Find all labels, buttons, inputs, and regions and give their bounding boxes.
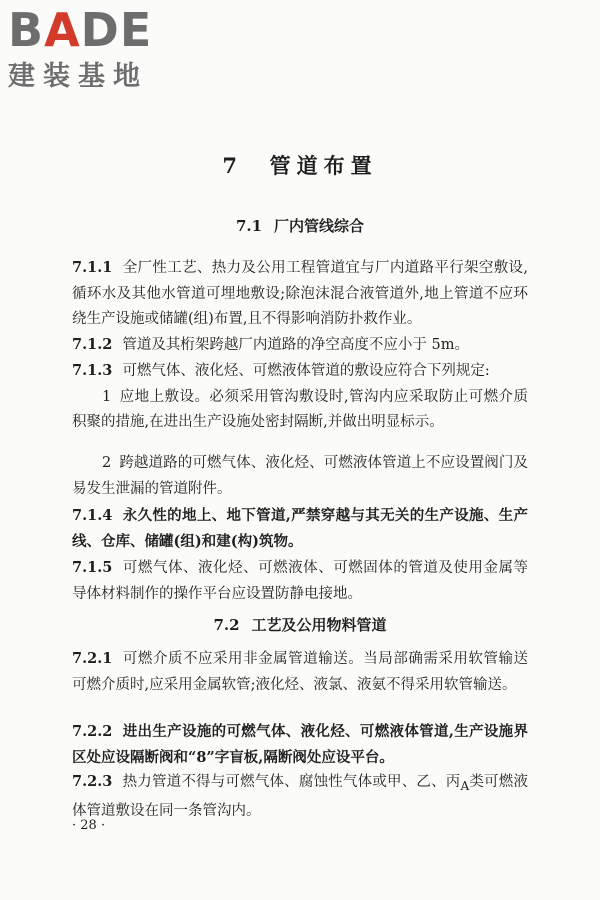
clause-item: 1 应地上敷设。必须采用管沟敷设时,管沟内应采取防止可燃介质积聚的措施,在进出生产设施处密封隔断,并做出明显标示。	[72, 388, 528, 430]
clause-7-2-3: 7.2.3 热力管道不得与可燃气体、腐蚀性气体或甲、乙、丙$_A$类可燃液体管道敷设在同一条管沟内。	[72, 773, 529, 820]
section-title: 7.2 工艺及公用物料管道	[213, 616, 387, 634]
clause-7-1-4: 7.1.4 永久性的地上、地下管道,严禁穿越与其无关的生产设施、生产线、仓库、储罐(组)和建(构)筑物。	[72, 507, 528, 550]
clause-7-1-2: 7.1.2 管道及其桁架跨越厂内道路的净空高度不应小于 5m。	[72, 336, 469, 353]
page-number: · 28 ·	[72, 818, 106, 833]
chapter-title	[0, 150, 600, 180]
logo-subtitle: 建装基地	[8, 61, 148, 92]
clause-7-2-1: 7.2.1 可燃介质不应采用非金属管道输送。当局部确需采用软管输送可燃介质时,应采用金属软管;液化烃、液氯、液氨不得采用软管输送。	[72, 650, 528, 693]
chapter-number: 7	[222, 153, 243, 178]
clause-7-2-2: 7.2.2 进出生产设施的可燃气体、液化烃、可燃液体管道,生产设施界区处应设隔断阀和“8”字盲板,隔断阀处应设平台。	[72, 723, 528, 766]
clause-7-1-5: 7.1.5 可燃气体、液化烃、可燃液体、可燃固体的管道及使用金属等导体材料制作的操作平台应设置防静电接地。	[72, 559, 528, 602]
clause-7-1-3-item-2: 2 跨越道路的可燃气体、液化烃、可燃液体管道上不应设置阀门及易发生泄漏的管道附件。	[72, 455, 528, 497]
bade-logo	[8, 3, 153, 92]
section-title: 7.1 厂内管线综合	[235, 217, 365, 235]
logo-wordmark: BADE	[8, 3, 153, 57]
clause-7-1-1: 7.1.1 全厂性工艺、热力及公用工程管道宜与厂内道路平行架空敷设,循环水及其他水管道可埋地敷设;除泡沫混合液管道外,地上管道不应环绕生产设施或储罐(组)布置,且不得影响消防扑救作业。	[72, 259, 528, 327]
chapter-name: 管道布置	[269, 153, 378, 178]
clause-7-1-3: 7.1.3 可燃气体、液化烃、可燃液体管道的敷设应符合下列规定: 1 应地上敷设。必须采用管沟敷设时,管沟内应采取防止可燃介质积聚的措施,在进出生产设施处密封隔断,并做出明显标示。	[72, 358, 528, 436]
